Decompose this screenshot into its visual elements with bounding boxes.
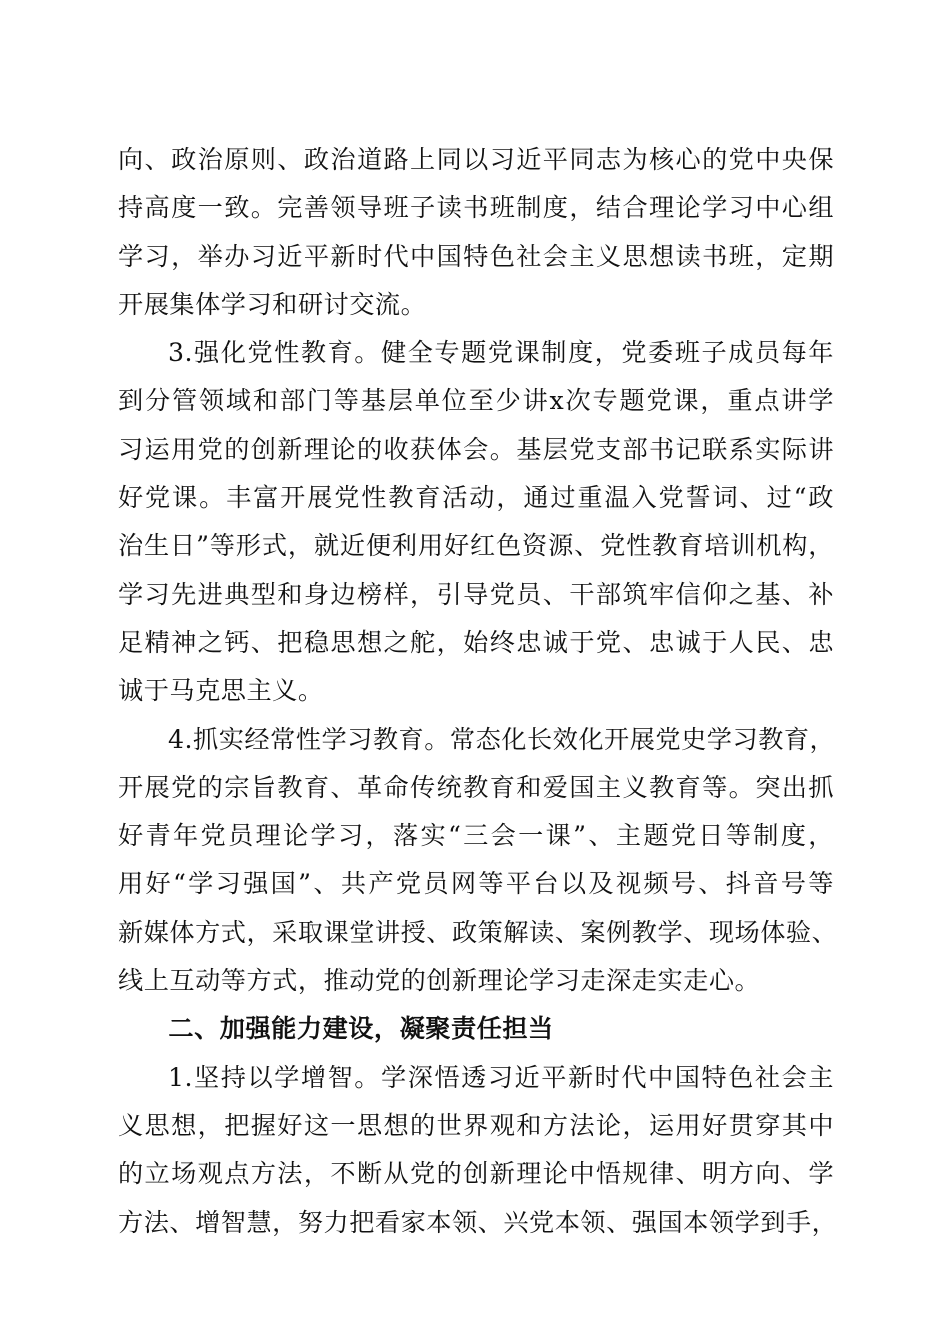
text-line: 线上互动等方式，推动党的创新理论学习走深走实走心。 bbox=[118, 966, 761, 996]
text-line: 诚于马克思主义。 bbox=[118, 676, 324, 706]
text-line: 到分管领域和部门等基层单位至少讲x次专题党课，重点讲学 bbox=[118, 386, 834, 416]
text-line: 学习先进典型和身边榜样，引导党员、干部筑牢信仰之基、补 bbox=[118, 579, 834, 609]
text-line: 的立场观点方法，不断从党的创新理论中悟规律、明方向、学 bbox=[118, 1159, 834, 1189]
text-line: 新媒体方式，采取课堂讲授、政策解读、案例教学、现场体验、 bbox=[118, 917, 838, 947]
text-line: 治生日”等形式，就近便利用好红色资源、党性教育培训机构， bbox=[118, 531, 834, 561]
text-line: 义思想，把握好这一思想的世界观和方法论，运用好贯穿其中 bbox=[118, 1110, 834, 1140]
text-line: 3.强化党性教育。健全专题党课制度，党委班子成员每年 bbox=[168, 338, 834, 368]
paragraph-learning-wisdom bbox=[118, 1054, 838, 1247]
text-line: 1.坚持以学增智。学深悟透习近平新时代中国特色社会主 bbox=[168, 1062, 834, 1092]
text-line: 4.抓实经常性学习教育。常态化长效化开展党史学习教育， bbox=[168, 724, 836, 754]
text-line: 开展党的宗旨教育、革命传统教育和爱国主义教育等。突出抓 bbox=[118, 772, 834, 802]
text-line: 用好“学习强国”、共产党员网等平台以及视频号、抖音号等 bbox=[118, 869, 834, 899]
section-heading: 二、加强能力建设，凝聚责任担当 bbox=[168, 1014, 554, 1044]
paragraph-party-spirit-education bbox=[118, 329, 834, 715]
text-line: 方法、增智慧，努力把看家本领、兴党本领、强国本领学到手， bbox=[118, 1207, 838, 1237]
text-line: 习运用党的创新理论的收获体会。基层党支部书记联系实际讲 bbox=[118, 434, 834, 464]
text-line: 好青年党员理论学习，落实“三会一课”、主题党日等制度， bbox=[118, 821, 834, 851]
text-line: 向、政治原则、政治道路上同以习近平同志为核心的党中央保 bbox=[118, 145, 834, 174]
paragraph-regular-learning bbox=[118, 716, 838, 1006]
text-line: 开展集体学习和研讨交流。 bbox=[118, 289, 427, 319]
text-line: 学习，举办习近平新时代中国特色社会主义思想读书班，定期 bbox=[118, 241, 834, 271]
paragraph-political-alignment bbox=[118, 136, 834, 329]
document-body bbox=[118, 136, 838, 1247]
text-line: 好党课。丰富开展党性教育活动，通过重温入党誓词、过“政 bbox=[118, 483, 834, 513]
text-line: 持高度一致。完善领导班子读书班制度，结合理论学习中心组 bbox=[118, 193, 834, 223]
text-line: 足精神之钙、把稳思想之舵，始终忠诚于党、忠诚于人民、忠 bbox=[118, 627, 834, 657]
